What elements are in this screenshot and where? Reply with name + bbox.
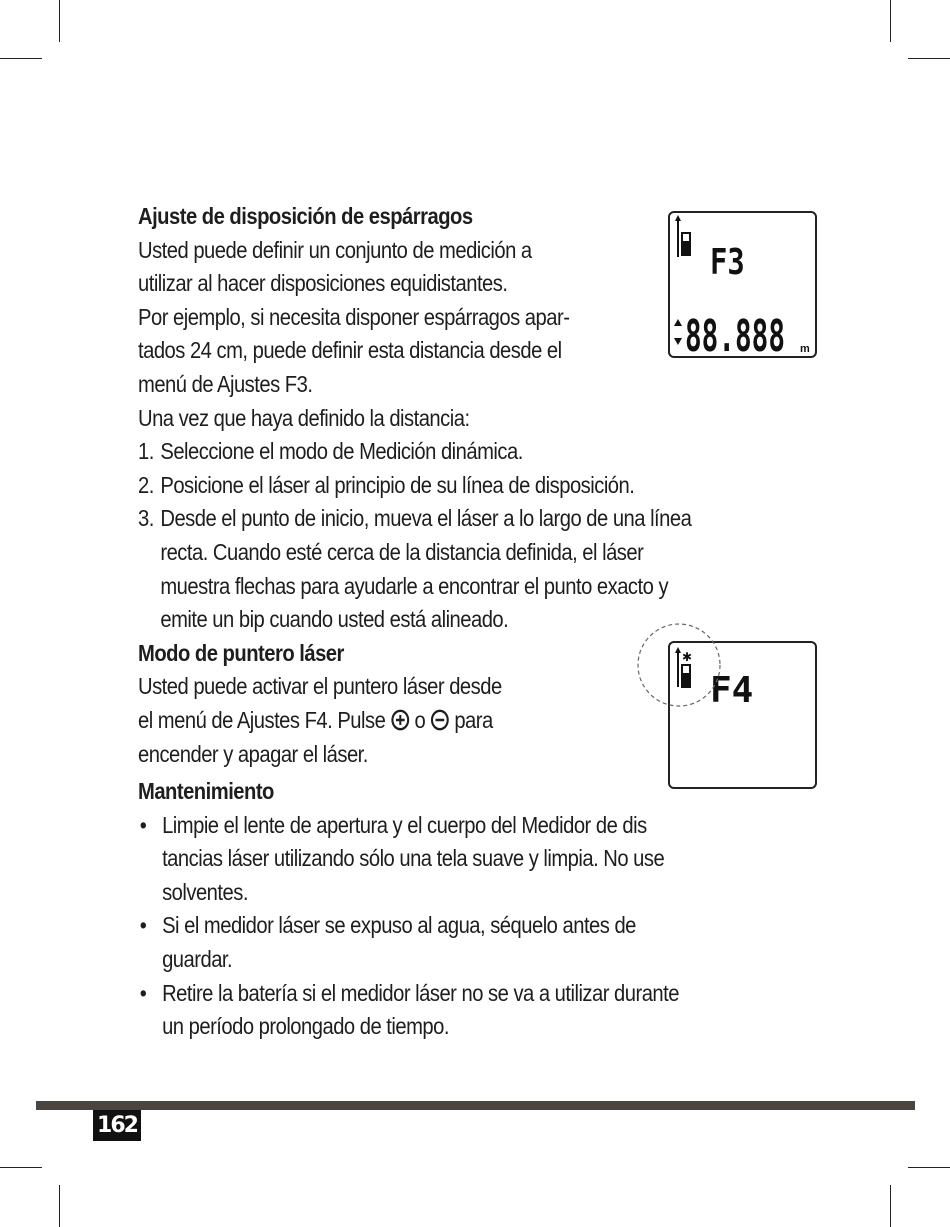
- bullet-text-line: Si el medidor láser se expuso al agua, séquelo antes de: [162, 912, 636, 939]
- crop-mark: [890, 1185, 891, 1227]
- page-content: [138, 200, 723, 1044]
- bullet-text-line: Retire la batería si el medidor láser no se va a utilizar durante: [162, 979, 679, 1006]
- paragraph-text: para: [454, 706, 493, 733]
- heading-stud-layout: Ajuste de disposición de espárragos: [138, 203, 473, 229]
- bullet-dot: •: [139, 912, 147, 939]
- footer-bar: [36, 1101, 915, 1110]
- device-battery-icon: [675, 215, 690, 257]
- step-number: 3.: [138, 505, 154, 532]
- step-number: 1.: [138, 438, 154, 465]
- bullet-text-line: un período prolongado de tiempo.: [162, 1013, 449, 1040]
- heading-maintenance: Mantenimiento: [138, 778, 274, 805]
- lcd-reading: 88.888: [685, 311, 785, 356]
- paragraph-line: Usted puede definir un conjunto de medición a: [138, 236, 532, 263]
- step-text: [160, 502, 722, 636]
- crop-mark: [0, 1167, 42, 1168]
- bullet-text-line: tancias láser utilizando sólo una tela suave y limpia. No use: [162, 845, 665, 872]
- step-item: [138, 502, 723, 636]
- step-text-line: emite un bip cuando usted está alineado.: [160, 606, 509, 633]
- paragraph-line: encender y apagar el láser.: [138, 740, 368, 767]
- crop-mark: [908, 1167, 950, 1168]
- crop-mark: [890, 0, 891, 42]
- svg-text:✱: ✱: [682, 650, 693, 664]
- paragraph-line: Por ejemplo, si necesita disponer espárragos apar-: [138, 303, 570, 330]
- step-text-line: muestra flechas para ayudarle a encontrar el punto exacto y: [160, 572, 669, 599]
- paragraph-line: Usted puede activar el puntero láser desde: [138, 673, 502, 700]
- bullet-dot: •: [139, 979, 147, 1006]
- lcd-display-f3: [668, 211, 817, 358]
- arrow-up-icon: [674, 319, 682, 326]
- bullet-text: [162, 909, 723, 976]
- paragraph-text: o: [414, 706, 426, 733]
- page-number: 162: [93, 1110, 141, 1141]
- bullet-item: [138, 977, 723, 1044]
- bullet-item: [138, 809, 723, 910]
- lcd-menu-label: F3: [710, 240, 745, 283]
- arrow-down-icon: [674, 338, 682, 345]
- paragraph-line: [138, 704, 723, 738]
- step-item: [138, 469, 723, 503]
- lcd-unit: m: [800, 343, 810, 355]
- bullet-text-line: Limpie el lente de apertura y el cuerpo del Medidor de dis: [162, 811, 647, 838]
- paragraph-line: menú de Ajustes F3.: [138, 370, 313, 397]
- paragraph-text: el menú de Ajustes F4. Pulse: [138, 706, 386, 733]
- paragraph-line: tados 24 cm, puede definir esta distancia desde el: [138, 337, 562, 364]
- plus-circle-icon: [390, 709, 409, 731]
- crop-mark: [908, 58, 950, 59]
- highlight-circle: [637, 622, 727, 712]
- heading-laser-pointer: Modo de puntero láser: [138, 639, 344, 666]
- lcd-menu-label: F4: [710, 670, 754, 711]
- bullet-dot: •: [139, 811, 147, 838]
- step-text: Seleccione el modo de Medición dinámica.: [160, 438, 523, 465]
- bullet-text-line: solventes.: [162, 878, 248, 905]
- step-text-line: Desde el punto de inicio, mueva el láser a lo largo de una línea: [160, 505, 692, 532]
- crop-mark: [59, 0, 60, 42]
- step-number: 2.: [138, 471, 154, 498]
- crop-mark: [59, 1185, 60, 1227]
- bullet-item: [138, 909, 723, 976]
- paragraph-line: Una vez que haya definido la distancia:: [138, 404, 470, 431]
- crop-mark: [0, 58, 42, 59]
- paragraph-line: utilizar al hacer disposiciones equidistantes.: [138, 270, 508, 297]
- step-text: Posicione el láser al principio de su línea de disposición.: [160, 471, 635, 498]
- bullet-text: [162, 977, 723, 1044]
- bullet-text: [162, 809, 723, 910]
- minus-circle-icon: [430, 709, 449, 731]
- bullet-text-line: guardar.: [162, 946, 233, 973]
- step-text-line: recta. Cuando esté cerca de la distancia definida, el láser: [160, 538, 644, 565]
- step-item: [138, 435, 723, 469]
- lcd-segments: [670, 213, 815, 356]
